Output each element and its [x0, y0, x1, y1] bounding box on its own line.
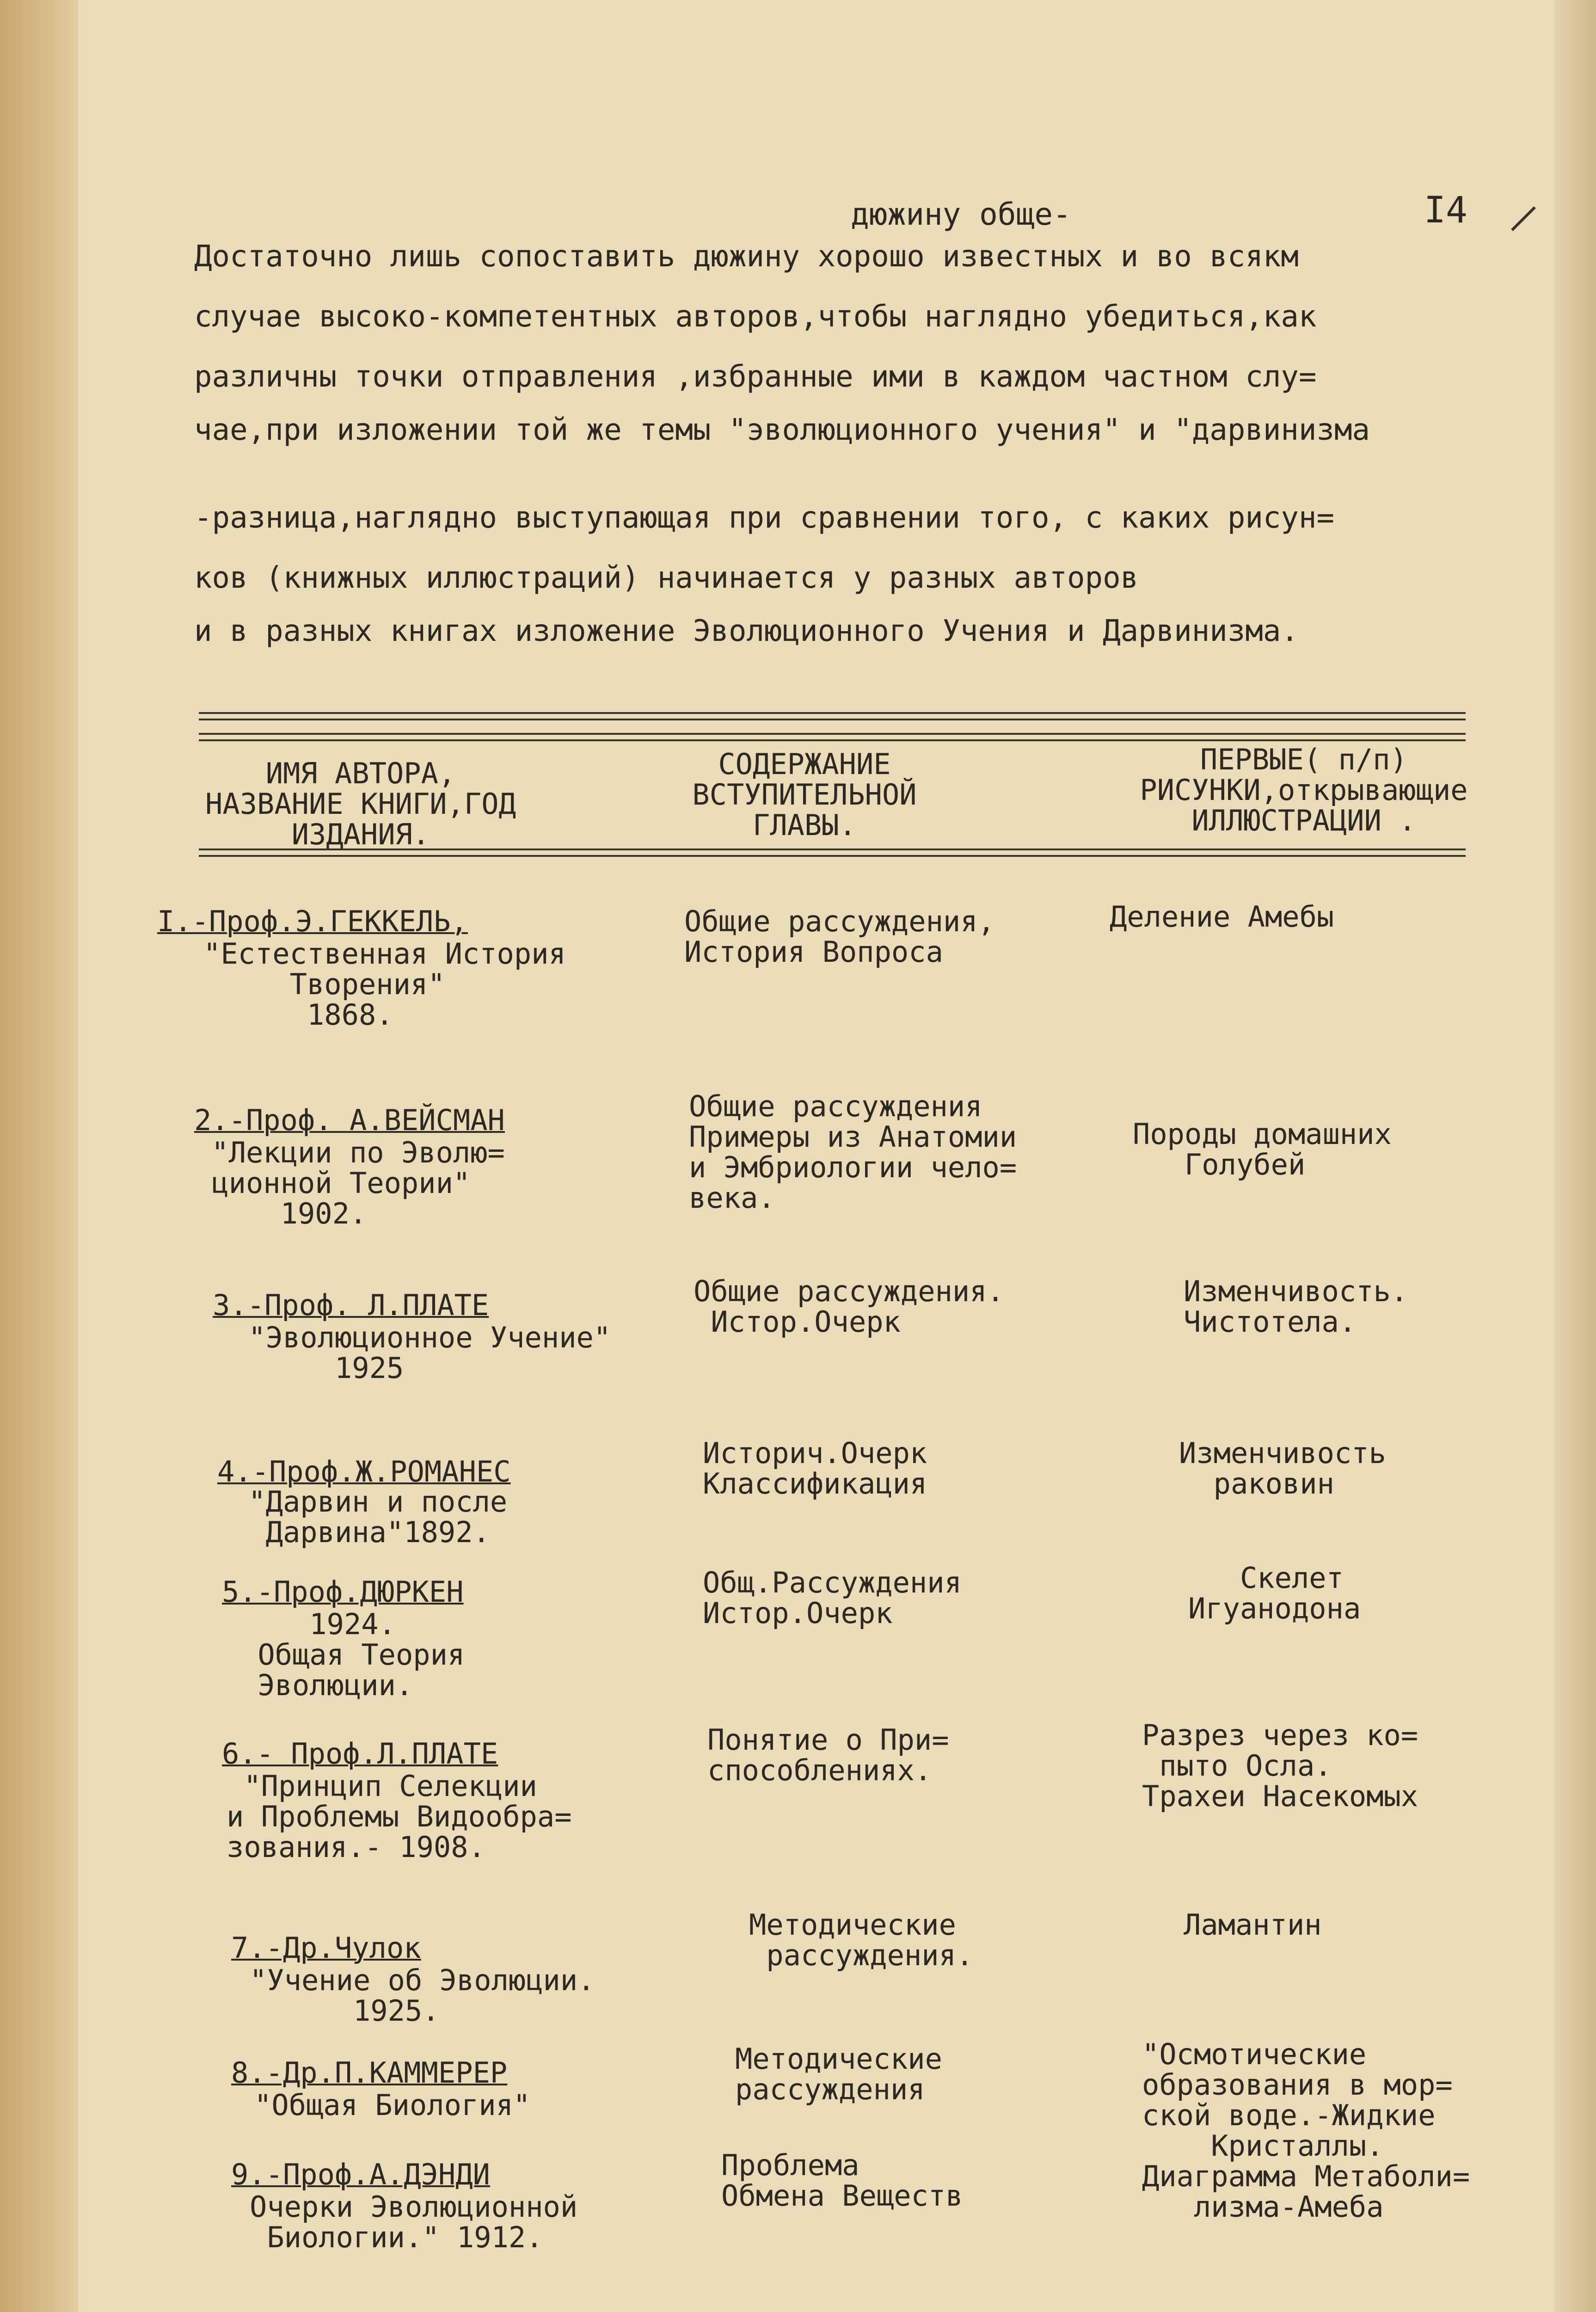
- row7-author: 7.-Др.Чулок: [231, 1931, 421, 1965]
- row6-figures: Разрез через ко= пыто Осла. Трахеи Насекомых: [1142, 1718, 1418, 1813]
- row5-figures: Скелет Игуанодона: [1188, 1561, 1361, 1625]
- binding-edge: [0, 0, 79, 2312]
- row3-figures: Изменчивость. Чистотела.: [1184, 1274, 1408, 1339]
- row4-author: 4.-Проф.Ж.РОМАНЕС: [217, 1455, 511, 1488]
- intro-line-6: ков (книжных иллюстраций) начинается у разных авторов: [194, 561, 1139, 595]
- header-figures: ПЕРВЫЕ( п/п) РИСУНКИ,открывающие ИЛЛЮСТРАЦИИ .: [1140, 743, 1468, 837]
- row1-figures: Деление Амебы: [1110, 900, 1334, 934]
- row7-book: "Учение об Эволюции. 1925.: [250, 1963, 595, 2028]
- row7-figures: Ламантин: [1184, 1908, 1322, 1942]
- row9-content: Проблема Обмена Веществ: [721, 2148, 963, 2213]
- table-top-rule-2: [199, 733, 1466, 741]
- header-author: ИМЯ АВТОРА, НАЗВАНИЕ КНИГИ,ГОД ИЗДАНИЯ.: [205, 756, 516, 851]
- intro-line-1: Достаточно лишь сопоставить дюжину хорошо известных и во всякм: [194, 240, 1299, 274]
- row8-figures: "Осмотические образования в мор= ской воде.-Жидкие Кристаллы. Диаграмма Метаболи= лизма-Амеба: [1142, 2037, 1470, 2224]
- row7-content: Методические рассуждения.: [749, 1908, 974, 1972]
- row8-book: "Общая Биология": [254, 2088, 531, 2122]
- row2-book: "Лекции по Эволю= ционной Теории" 1902.: [211, 1136, 505, 1230]
- row2-content: Общие рассуждения Примеры из Анатомии и Эмбриологии чело= века.: [689, 1089, 1017, 1215]
- row4-content: Историч.Очерк Классификация: [703, 1436, 927, 1500]
- row4-figures: Изменчивость раковин: [1179, 1436, 1386, 1500]
- row3-book: "Эволюционное Учение" 1925: [248, 1321, 611, 1385]
- row5-content: Общ.Рассуждения Истор.Очерк: [703, 1566, 962, 1630]
- intro-line-3: различны точки отправления ,избранные ими в каждом частном слу=: [194, 360, 1317, 394]
- row1-content: Общие рассуждения, История Вопроса: [684, 904, 995, 969]
- row3-author: 3.-Проф. Л.ПЛАТЕ: [213, 1288, 489, 1322]
- page-stack-edge: [1554, 0, 1596, 2312]
- intro-line-7: и в разных книгах изложение Эволюционного Учения и Дарвинизма.: [194, 614, 1299, 648]
- row8-author: 8.-Др.П.КАММЕРЕР: [231, 2056, 508, 2090]
- row2-author: 2.-Проф. А.ВЕЙСМАН: [194, 1103, 505, 1137]
- intro-line-2: случае высоко-компетентных авторов,чтобы наглядно убедиться,как: [194, 300, 1317, 334]
- row3-content: Общие рассуждения. Истор.Очерк: [694, 1274, 1004, 1339]
- intro-line-4: чае,при изложении той же темы "эволюционного учения" и "дарвинизма: [194, 413, 1370, 447]
- page-number: I4: [1424, 190, 1467, 231]
- row1-author: I.-Проф.Э.ГЕККЕЛЬ,: [157, 904, 468, 938]
- handwritten-insert: дюжину обще-: [851, 197, 1071, 232]
- header-bottom-rule: [199, 849, 1466, 857]
- row5-author: 5.-Проф.ДЮРКЕН: [222, 1575, 464, 1609]
- row5-book: 1924. Общая Теория Эволюции.: [258, 1607, 465, 1702]
- row6-book: "Принцип Селекции и Проблемы Видообра= зования.- 1908.: [227, 1769, 572, 1864]
- row8-content: Методические рассуждения: [735, 2042, 942, 2106]
- header-content: СОДЕРЖАНИЕ ВСТУПИТЕЛЬНОЙ ГЛАВЫ.: [692, 747, 917, 842]
- row4-book: "Дарвин и после Дарвина"1892.: [248, 1485, 508, 1549]
- row2-figures: Породы домашних Голубей: [1133, 1117, 1392, 1181]
- table-top-rule: [199, 712, 1466, 720]
- row6-author: 6.- Проф.Л.ПЛАТЕ: [222, 1737, 498, 1771]
- row9-author: 9.-Проф.А.ДЭНДИ: [231, 2158, 490, 2191]
- row9-book: Очерки Эволюционной Биологии." 1912.: [250, 2190, 578, 2254]
- row1-book: "Естественная История Творения" 1868.: [203, 937, 566, 1032]
- intro-line-5: -разница,наглядно выступающая при сравнении того, с каких рисун=: [194, 501, 1334, 535]
- row6-content: Понятие о При= способлениях.: [707, 1723, 949, 1787]
